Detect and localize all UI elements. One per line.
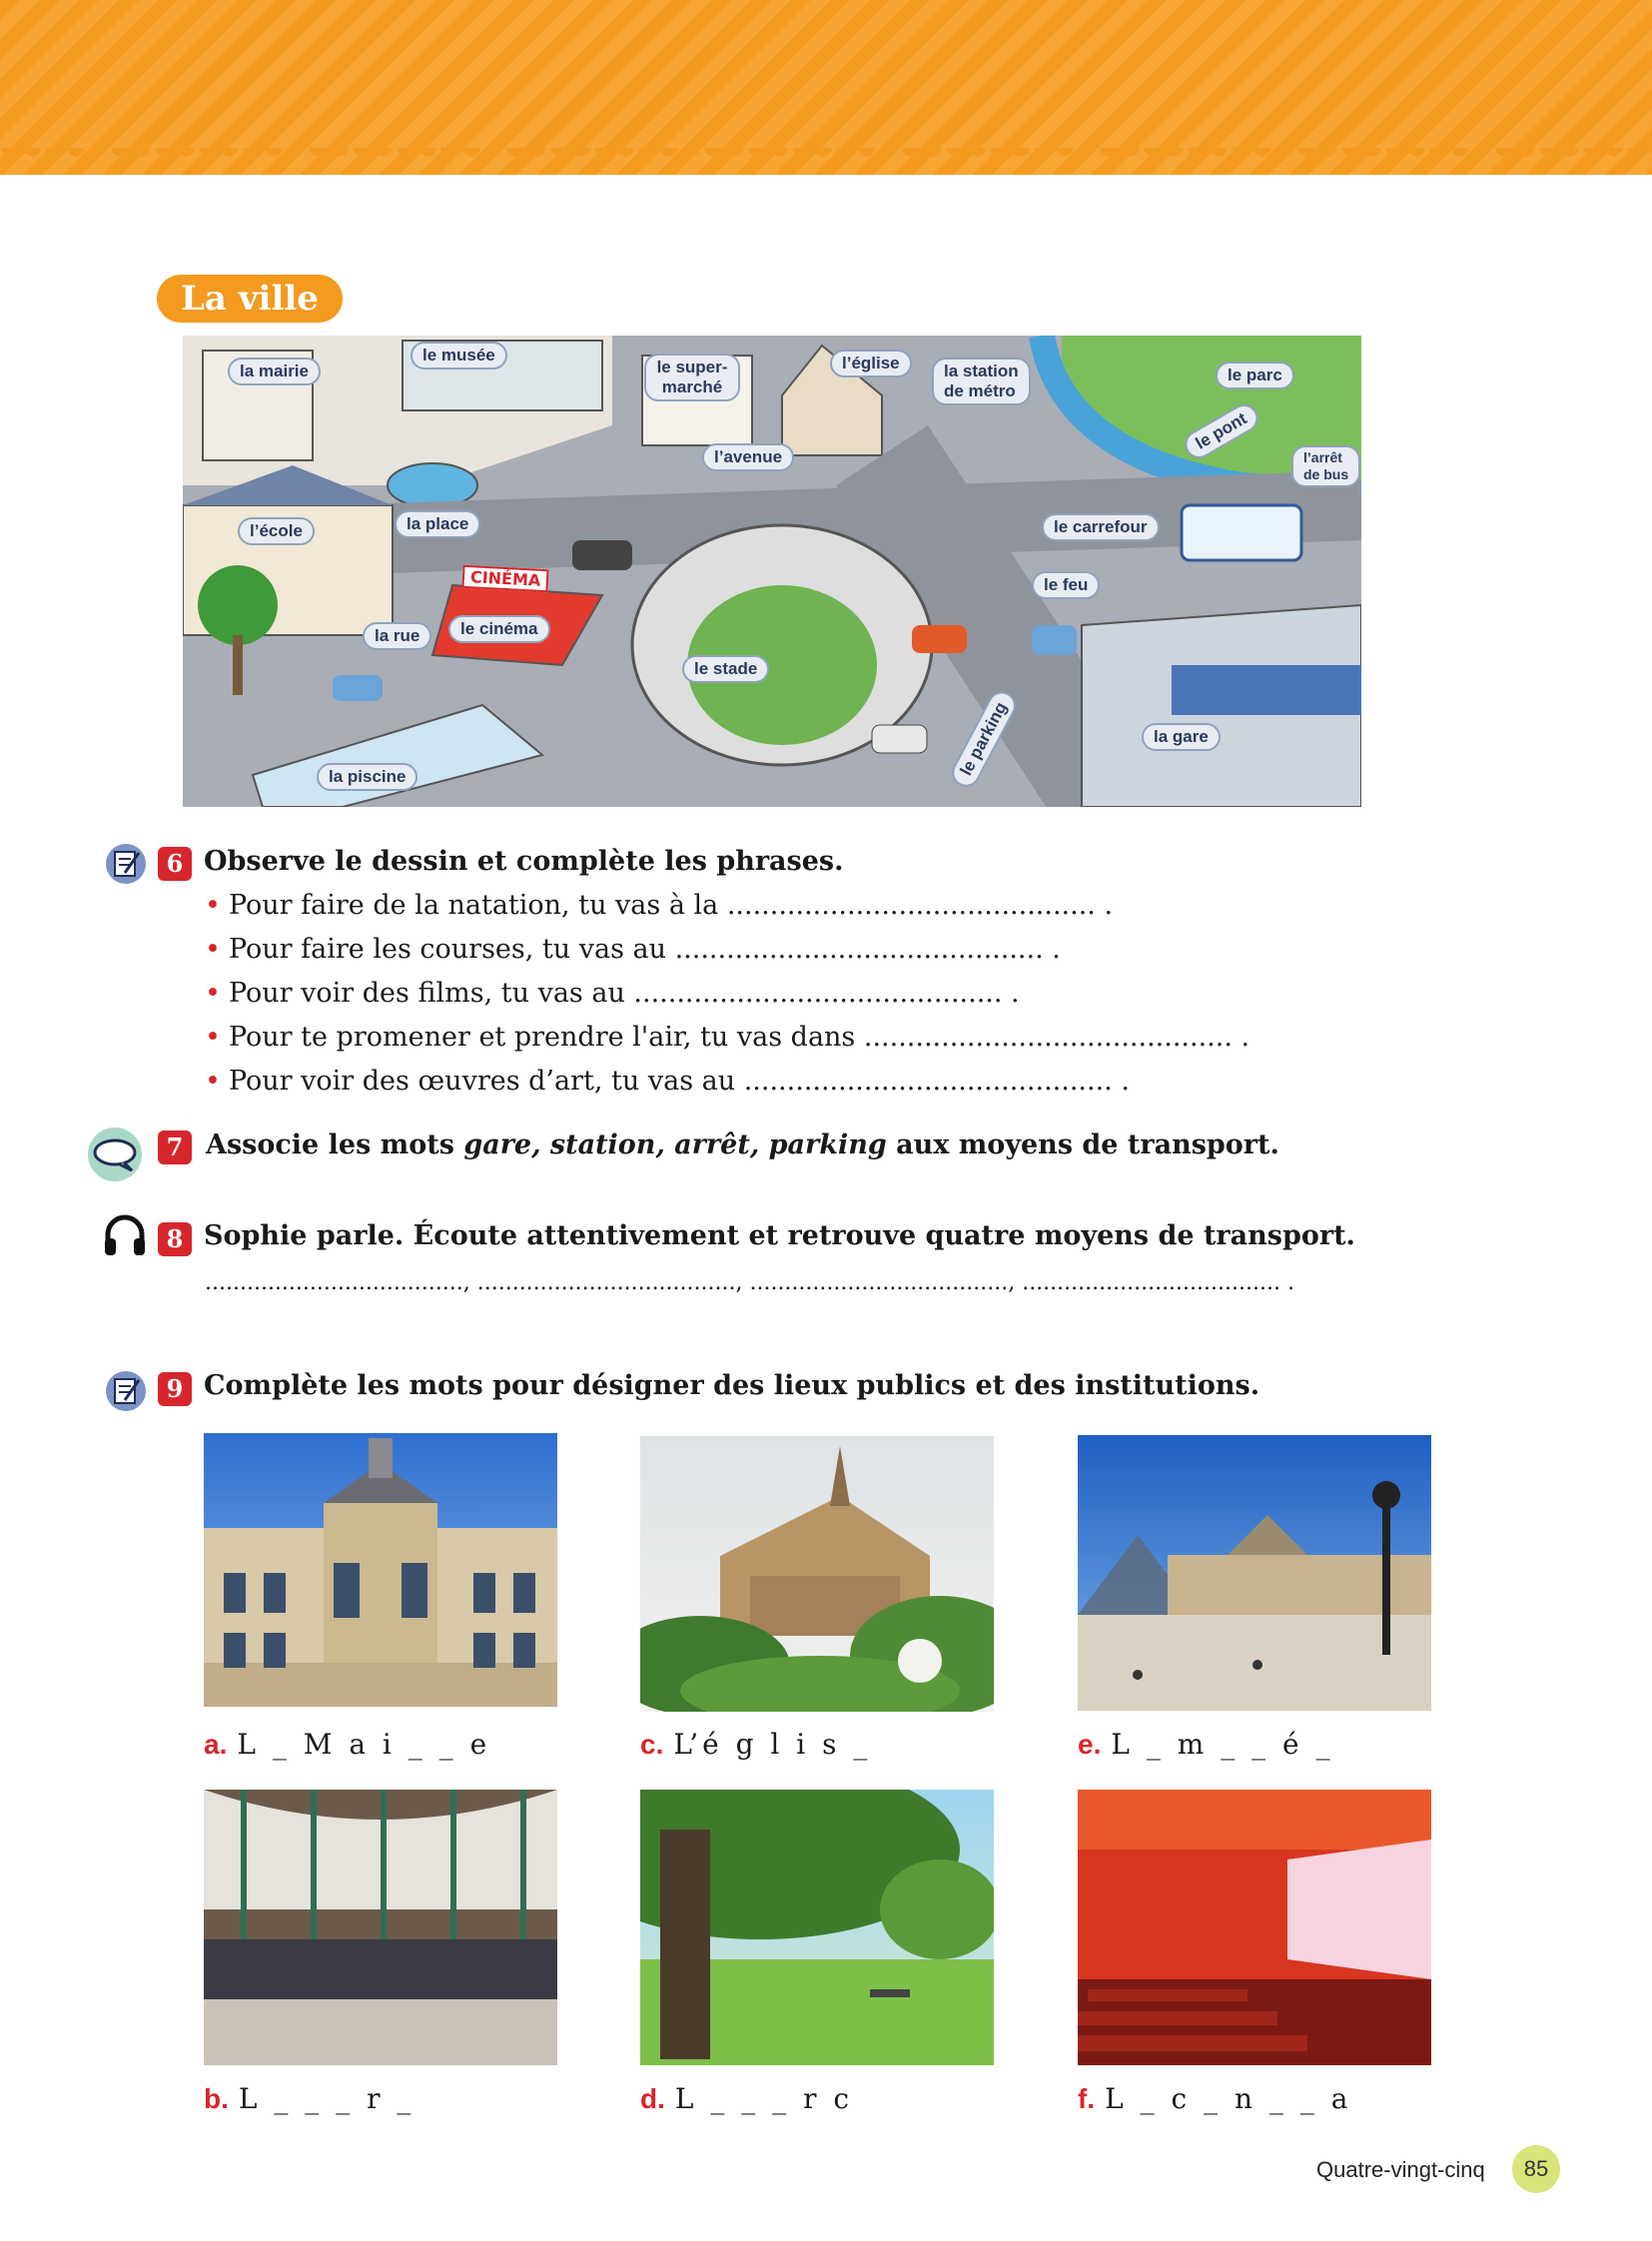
photo-gare	[204, 1790, 557, 2065]
section-title: La ville	[157, 275, 343, 323]
page-number-words: Quatre-vingt-cinq	[1316, 2157, 1485, 2182]
exercise-line: • Pour voir des œuvres d’art, tu vas au ........................................... .	[205, 1066, 1130, 1097]
label-station-metro: la station de métro	[932, 358, 1031, 405]
caption-a: a. L _ M a i _ _ e	[204, 1728, 491, 1761]
label-rue: la rue	[363, 622, 431, 650]
exercise-line: • Pour faire les courses, tu vas au ........................................... .	[205, 934, 1061, 965]
label-supermarche: le super- marché	[644, 354, 740, 401]
caption-e: e. L _ m _ _ é _	[1078, 1728, 1334, 1761]
caption-b: b. L _ _ _ r _	[204, 2082, 415, 2115]
caption-d: d. L _ _ _ r c	[640, 2082, 854, 2115]
label-avenue: l’avenue	[702, 443, 794, 471]
label-feu: le feu	[1032, 571, 1100, 599]
label-place: la place	[395, 510, 480, 538]
label-gare: la gare	[1142, 723, 1221, 751]
cinema-sign: CINÉMA	[461, 565, 548, 592]
label-mairie: la mairie	[228, 358, 321, 385]
photo-cinema	[1078, 1790, 1431, 2065]
page-number: 85	[1512, 2145, 1560, 2193]
label-arret-bus: l’arrêt de bus	[1291, 445, 1360, 487]
exercise-line: • Pour faire de la natation, tu vas à la ........................................... .	[205, 890, 1114, 921]
exercise-number: 8	[158, 1222, 192, 1256]
photo-musee	[1078, 1435, 1431, 1711]
notebook-icon	[105, 843, 147, 885]
label-parc: le parc	[1216, 362, 1294, 389]
label-cinema: le cinéma	[448, 615, 550, 643]
label-pont: le pont	[1180, 399, 1262, 463]
label-musee: le musée	[411, 342, 507, 370]
exercise-title: Observe le dessin et complète les phrases.	[204, 846, 844, 877]
exercise-number: 6	[158, 847, 192, 881]
speech-bubble-icon	[86, 1126, 144, 1182]
exercise-title: Complète les mots pour désigner des lieux publics et des institutions.	[204, 1370, 1260, 1401]
label-piscine: la piscine	[317, 763, 417, 791]
label-carrefour: le carrefour	[1042, 513, 1160, 541]
answer-line: ....................................., ....................................., ....................................., ..................................... .	[205, 1270, 1294, 1295]
exercise-line: • Pour voir des films, tu vas au ........................................... .	[205, 978, 1020, 1009]
label-parking: le parking	[947, 686, 1021, 791]
label-eglise: l’église	[830, 350, 912, 377]
label-ecole: l’école	[238, 517, 315, 545]
photo-parc	[640, 1790, 994, 2065]
exercise-number: 7	[158, 1130, 192, 1164]
photo-eglise	[640, 1436, 994, 1712]
photo-mairie	[204, 1433, 557, 1707]
label-stade: le stade	[682, 655, 769, 683]
headphones-icon	[102, 1212, 148, 1258]
caption-f: f. L _ c _ n _ _ a	[1078, 2082, 1352, 2115]
exercise-number: 9	[158, 1372, 192, 1406]
exercise-title: Associe les mots gare, station, arrêt, parking aux moyens de transport.	[206, 1129, 1279, 1160]
caption-c: c. L’é g l i s _	[640, 1728, 872, 1761]
city-illustration	[183, 336, 1361, 807]
notebook-icon	[105, 1370, 147, 1412]
exercise-line: • Pour te promener et prendre l'air, tu vas dans ........................................... .	[205, 1022, 1250, 1053]
exercise-title: Sophie parle. Écoute attentivement et retrouve quatre moyens de transport.	[204, 1220, 1355, 1251]
header-band-edge	[0, 148, 1652, 178]
